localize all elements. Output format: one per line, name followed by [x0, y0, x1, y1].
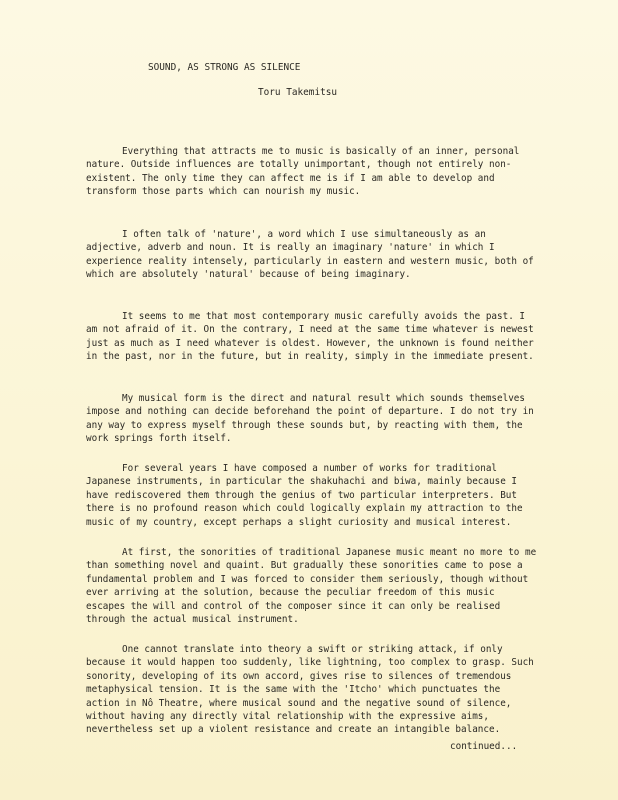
paragraph-2: I often talk of 'nature', a word which I use simultaneously as an adjective, adverb and noun. It is really an imaginary 'nature' in which I experience reality intensely, particularly in eastern and western music, both of which are absolutely 'natural' because of being imaginary.	[86, 229, 534, 281]
paragraph-5: For several years I have composed a number of works for traditional Japanese instruments, in particular the shakuhachi and biwa, mainly because I have rediscovered them through the genius of two particular interpreters. But there is no profound reason which could logically explain my attraction to the music of my country, except perhaps a slight curiosity and musical interest.	[86, 463, 523, 528]
paragraph-4: My musical form is the direct and natural result which sounds themselves impose and nothing can decide beforehand the point of departure. I do not try in any way to express myself through these sounds but, by reacting with them, the work springs forth itself.	[86, 393, 534, 445]
document-title: SOUND, AS STRONG AS SILENCE	[148, 62, 301, 73]
paragraph-3: It seems to me that most contemporary music carefully avoids the past. I am not afraid of it. On the contrary, I need at the same time whatever is newest just as much as I need whatever is oldest. However, the unknown is found neither in the past, nor in the future, but in reality, simply in the immediate present.	[86, 311, 534, 363]
paragraph-7: One cannot translate into theory a swift or striking attack, if only because it would happen too suddenly, like lightning, too complex to grasp. Such sonority, developing of its own accord, gives rise to silences of tremendous metaphysical tension. It is the same with the 'Itcho' which punctuates the action in Nô Theatre, where musical sound and the negative sound of silence, without having any directly vital relationship with the expressive aims, nevertheless set up a violent resistance and create an intangible balance.	[86, 644, 534, 736]
continued-note: continued...	[450, 741, 518, 752]
paragraph-1: Everything that attracts me to music is basically of an inner, personal nature. Outside influences are totally unimportant, though not entirely non-existent. The only time they can affect me is if I am able to develop and transform those parts which can nourish my music.	[86, 146, 520, 198]
document-author: Toru Takemitsu	[258, 87, 338, 98]
paragraph-6: At first, the sonorities of traditional Japanese music meant no more to me than something novel and quaint. But gradually these sonorities came to pose a fundamental problem and I was forced to consider them seriously, though without ever arriving at the solution, because the peculiar freedom of this music escapes the will and control of the composer since it can only be realised through the actual musical instrument.	[86, 547, 537, 626]
